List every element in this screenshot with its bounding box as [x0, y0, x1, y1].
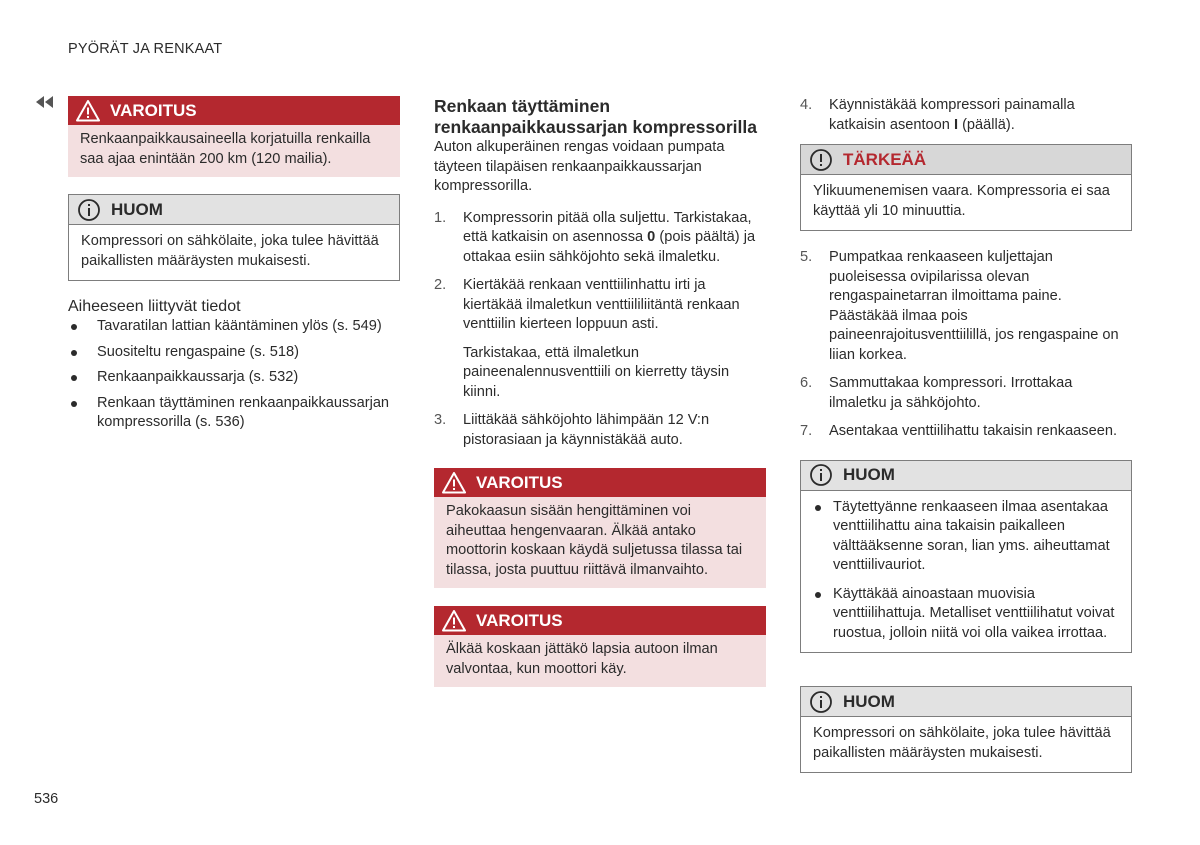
warning-title: VAROITUS — [476, 472, 563, 492]
note-bullet: Täytettyänne renkaaseen ilmaa asentakaa venttiilihattu aina takaisin paikalleen välttääksenne soran, lian yms. aiheuttamat venttiilivauriot. — [813, 498, 1119, 576]
warning-header — [434, 468, 766, 497]
important-title: TÄRKEÄÄ — [843, 149, 927, 169]
step-number: 1. — [434, 209, 447, 226]
info-circle-icon — [77, 198, 101, 222]
step-text: Käynnistäkää kompressori painamalla katkaisin asentoon — [829, 97, 1075, 133]
step-text: Kompressorin pitää olla suljettu. Tarkistakaa, että katkaisin on asennossa — [463, 209, 752, 245]
related-link[interactable]: Suositeltu rengaspaine (s. 518) — [68, 343, 400, 363]
chapter-title: PYÖRÄT JA RENKAAT — [68, 41, 223, 57]
warning-title: VAROITUS — [476, 610, 563, 630]
step-number: 7. — [800, 423, 813, 439]
note-title: HUOM — [843, 465, 895, 485]
note-title: HUOM — [843, 691, 895, 711]
step-item — [800, 374, 1132, 413]
note-header — [801, 687, 1131, 717]
step-number: 2. — [434, 277, 447, 293]
related-link[interactable]: Renkaanpaikkaussarja (s. 532) — [68, 368, 400, 388]
important-box — [800, 144, 1132, 231]
important-text: Ylikuumenemisen vaara. Kompressoria ei saa käyttää yli 10 minuuttia. — [801, 175, 1131, 230]
step-text: Kiertäkää renkaan venttiilinhattu irti ja kiertäkää ilmaletkun venttiililiitäntä renkaan venttiilin kierteen loppuun asti. — [463, 277, 740, 332]
column-left — [68, 96, 400, 439]
step-item — [800, 422, 1132, 442]
steps-list — [800, 248, 1132, 442]
note-text: Kompressori on sähkölaite, joka tulee hävittää paikallisten määräysten mukaisesti. — [69, 225, 399, 280]
warning-text: Älkää koskaan jättäkö lapsia autoon ilman valvontaa, kun moottori käy. — [434, 635, 766, 687]
warning-header — [434, 606, 766, 635]
steps-list — [434, 209, 766, 451]
step-item — [434, 209, 766, 268]
info-circle-icon — [809, 463, 833, 487]
section-heading: Renkaan täyttäminen renkaanpaikkaussarjan kompressorilla — [434, 96, 757, 137]
info-circle-icon — [809, 690, 833, 714]
step-item — [800, 248, 1132, 365]
note-header — [69, 195, 399, 225]
intro-text: Auton alkuperäinen rengas voidaan pumpata täyteen tilapäisen renkaanpaikkaussarjan kompressorilla. — [434, 139, 725, 194]
related-heading: Aiheeseen liittyvät tiedot — [68, 298, 241, 315]
step-text: Liittäkää sähköjohto lähimpään 12 V:n pistorasiaan ja käynnistäkää auto. — [463, 412, 710, 448]
step-text-end: (päällä). — [958, 116, 1015, 133]
warning-triangle-icon — [442, 609, 466, 633]
warning-box — [434, 606, 766, 687]
warning-box — [434, 468, 766, 588]
step-item — [434, 411, 766, 450]
exclamation-circle-icon — [809, 148, 833, 172]
note-box — [68, 194, 400, 281]
step-number: 4. — [800, 97, 813, 113]
step-number: 6. — [800, 375, 813, 391]
step-number: 5. — [800, 249, 813, 265]
warning-text: Renkaanpaikkausaineella korjatuilla renkailla saa ajaa enintään 200 km (120 mailia). — [68, 125, 400, 177]
warning-triangle-icon — [76, 99, 100, 123]
note-text — [801, 491, 1131, 653]
column-middle — [434, 96, 766, 687]
switch-position-off: 0 — [647, 229, 656, 245]
related-list — [68, 317, 400, 433]
switch-position-on: I — [953, 116, 959, 133]
warning-text: Pakokaasun sisään hengittäminen voi aiheuttaa hengenvaaran. Älkää antako moottorin koskaan käydä suljetussa tilassa tai tilassa, josta puuttuu riittävä ilmanvaihto. — [434, 497, 766, 588]
step-item — [800, 96, 1132, 135]
important-header — [801, 145, 1131, 175]
note-text: Kompressori on sähkölaite, joka tulee hävittää paikallisten määräysten mukaisesti. — [801, 717, 1131, 772]
warning-box — [68, 96, 400, 177]
note-title: HUOM — [111, 199, 163, 219]
step-text: Asentakaa venttiilihattu takaisin renkaaseen. — [829, 423, 1117, 439]
note-box — [800, 686, 1132, 773]
step-text: Sammuttakaa kompressori. Irrottakaa ilmaletku ja sähköjohto. — [829, 375, 1073, 411]
column-right — [800, 96, 1132, 773]
step-subtext: Tarkistakaa, että ilmaletkun paineenalennusventtiili on kierretty täysin kiinni. — [463, 344, 730, 400]
note-box — [800, 460, 1132, 654]
step-text: Pumpatkaa renkaaseen kuljettajan puoleisessa ovipilarissa olevan rengaspainetarran ilmoittama paine. Päästäkää ilmaa pois paineenrajoitusventtiilillä, jos rengaspaine on liian korkea. — [829, 249, 1119, 363]
warning-header — [68, 96, 400, 125]
page-number: 536 — [34, 791, 59, 807]
note-bullets — [813, 498, 1119, 644]
step-item — [434, 276, 766, 402]
related-link[interactable]: Renkaan täyttäminen renkaanpaikkaussarjan kompressorilla (s. 536) — [68, 394, 400, 433]
step-number: 3. — [434, 412, 447, 428]
warning-triangle-icon — [442, 471, 466, 495]
related-link[interactable]: Tavaratilan lattian kääntäminen ylös (s. 549) — [68, 317, 400, 337]
note-header — [801, 461, 1131, 491]
double-chevron-left-icon[interactable] — [35, 96, 55, 108]
steps-list — [800, 96, 1132, 135]
warning-title: VAROITUS — [110, 100, 197, 120]
step-text-end: (pois päältä) ja ottakaa esiin sähköjohto sekä ilmaletku. — [463, 229, 756, 265]
note-bullet: Käyttäkää ainoastaan muovisia venttiilihattuja. Metalliset venttiilihatut voivat ruostua, jolloin niitä voi olla vaikea irrottaa. — [813, 585, 1119, 644]
